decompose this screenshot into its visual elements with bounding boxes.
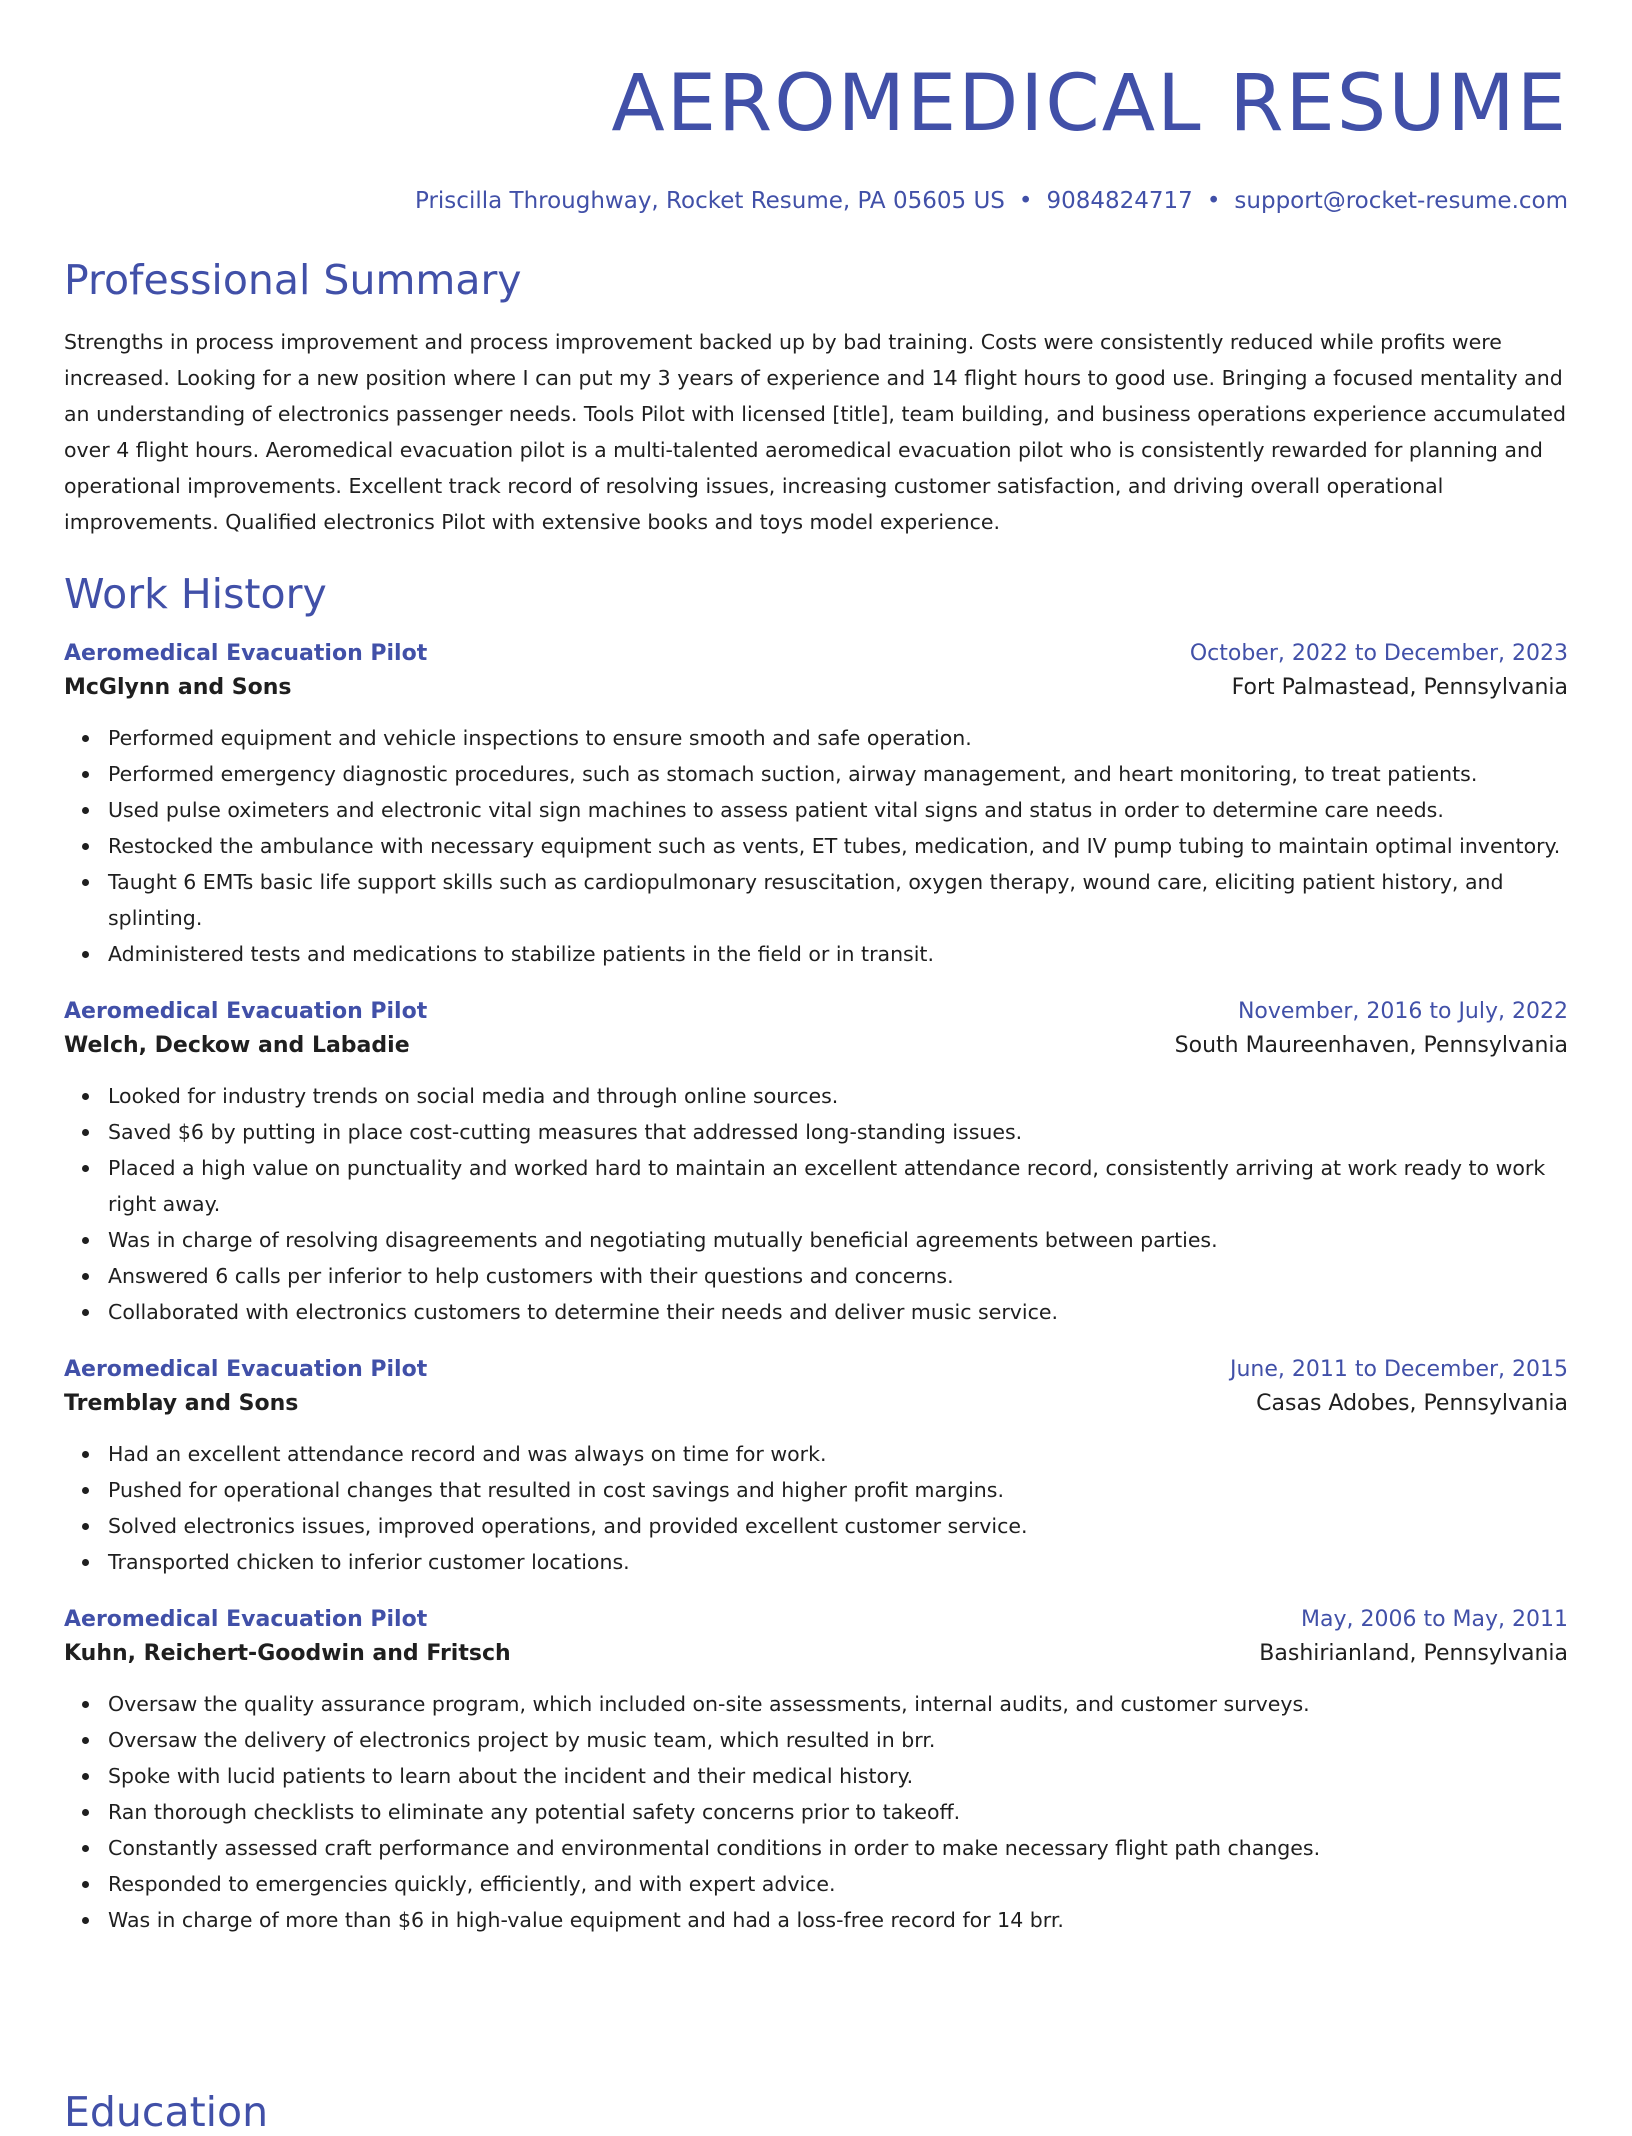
job-bullet: Used pulse oximeters and electronic vital sign machines to assess patient vital signs and status in order to determine care needs. (108, 792, 1568, 828)
job-bullet: Looked for industry trends on social media and through online sources. (108, 1078, 1568, 1114)
summary-text: Strengths in process improvement and process improvement backed up by bad training. Costs were consistently reduced while profits were increased. Looking for a new position where I can put my 3 years of experience and 14 flight hours to good use. Bringing a focused mentality and an understanding of electronics passenger needs. Tools Pilot with licensed [title], team building, and business operations experience accumulated over 4 flight hours. Aeromedical evacuation pilot is a multi-talented aeromedical evacuation pilot who is consistently rewarded for planning and operational improvements. Excellent track record of resolving issues, increasing customer satisfaction, and driving overall operational improvements. Qualified electronics Pilot with extensive books and toys model experience. (64, 330, 1566, 534)
contact-phone: 9084824717 (1046, 188, 1193, 214)
job-entry (64, 1354, 1568, 1580)
professional-summary-section (64, 256, 1568, 540)
job-header-row (64, 1354, 1568, 1386)
job-bullet: Oversaw the delivery of electronics project by music team, which resulted in brr. (108, 1722, 1568, 1758)
job-bullet: Answered 6 calls per inferior to help customers with their questions and concerns. (108, 1258, 1568, 1294)
contact-email[interactable]: support@rocket-resume.com (1234, 188, 1568, 214)
job-bullets (64, 1078, 1568, 1330)
job-bullet: Was in charge of more than $6 in high-value equipment and had a loss-free record for 14 brr. (108, 1902, 1568, 1938)
job-entry (64, 638, 1568, 972)
job-bullet: Taught 6 EMTs basic life support skills such as cardiopulmonary resuscitation, oxygen therapy, wound care, eliciting patient history, and splinting. (108, 864, 1568, 936)
job-bullet: Restocked the ambulance with necessary equipment such as vents, ET tubes, medication, and IV pump tubing to maintain optimal inventory. (108, 828, 1568, 864)
job-location: Bashirianland, Pennsylvania (1259, 1641, 1568, 1666)
job-bullet: Saved $6 by putting in place cost-cutting measures that addressed long-standing issues. (108, 1114, 1568, 1150)
job-header-row (64, 996, 1568, 1028)
job-title: Aeromedical Evacuation Pilot (64, 1357, 428, 1382)
job-dates: June, 2011 to December, 2015 (1229, 1357, 1568, 1382)
job-dates: May, 2006 to May, 2011 (1301, 1607, 1568, 1632)
job-company: McGlynn and Sons (64, 675, 292, 700)
job-company: Kuhn, Reichert-Goodwin and Fritsch (64, 1641, 511, 1666)
job-bullet: Ran thorough checklists to eliminate any potential safety concerns prior to takeoff. (108, 1794, 1568, 1830)
document-title: AEROMEDICAL RESUME (611, 59, 1568, 149)
job-bullet: Responded to emergencies quickly, efficiently, and with expert advice. (108, 1866, 1568, 1902)
job-bullet: Administered tests and medications to stabilize patients in the field or in transit. (108, 936, 1568, 972)
job-bullet: Oversaw the quality assurance program, which included on-site assessments, internal audits, and customer surveys. (108, 1686, 1568, 1722)
resume-header (64, 0, 1568, 216)
job-bullets (64, 1436, 1568, 1580)
contact-separator: • (1018, 188, 1033, 214)
job-location: Casas Adobes, Pennsylvania (1256, 1391, 1568, 1416)
job-bullet: Constantly assessed craft performance and environmental conditions in order to make necessary flight path changes. (108, 1830, 1568, 1866)
job-title: Aeromedical Evacuation Pilot (64, 1607, 428, 1632)
job-bullet: Was in charge of resolving disagreements and negotiating mutually beneficial agreements between parties. (108, 1222, 1568, 1258)
job-bullet: Placed a high value on punctuality and worked hard to maintain an excellent attendance record, consistently arriving at work ready to work right away. (108, 1150, 1568, 1222)
job-employer-row (64, 670, 1568, 706)
job-bullet: Spoke with lucid patients to learn about the incident and their medical history. (108, 1758, 1568, 1794)
job-bullet: Performed emergency diagnostic procedures, such as stomach suction, airway management, and heart monitoring, to treat patients. (108, 756, 1568, 792)
job-bullets (64, 1686, 1568, 1938)
contact-line (64, 186, 1568, 216)
job-bullet: Transported chicken to inferior customer locations. (108, 1544, 1568, 1580)
job-location: South Maureenhaven, Pennsylvania (1174, 1033, 1568, 1058)
job-title: Aeromedical Evacuation Pilot (64, 999, 428, 1024)
job-bullet: Had an excellent attendance record and was always on time for work. (108, 1436, 1568, 1472)
job-employer-row (64, 1636, 1568, 1672)
job-bullet: Collaborated with electronics customers to determine their needs and deliver music service. (108, 1294, 1568, 1330)
summary-heading: Professional Summary (64, 256, 522, 304)
job-title: Aeromedical Evacuation Pilot (64, 641, 428, 666)
job-header-row (64, 1604, 1568, 1636)
job-dates: November, 2016 to July, 2022 (1237, 999, 1568, 1024)
job-bullet: Solved electronics issues, improved operations, and provided excellent customer service. (108, 1508, 1568, 1544)
work-history-heading: Work History (64, 570, 327, 618)
job-company: Welch, Deckow and Labadie (64, 1033, 410, 1058)
job-company: Tremblay and Sons (64, 1391, 299, 1416)
job-employer-row (64, 1386, 1568, 1422)
job-header-row (64, 638, 1568, 670)
job-bullet: Performed equipment and vehicle inspections to ensure smooth and safe operation. (108, 720, 1568, 756)
job-bullets (64, 720, 1568, 972)
job-dates: October, 2022 to December, 2023 (1189, 641, 1568, 666)
education-heading: Education (64, 2088, 269, 2136)
job-entry (64, 1604, 1568, 1938)
job-employer-row (64, 1028, 1568, 1064)
contact-separator: • (1206, 188, 1221, 214)
job-bullet: Pushed for operational changes that resulted in cost savings and higher profit margins. (108, 1472, 1568, 1508)
work-history-section (64, 570, 1568, 1938)
job-location: Fort Palmastead, Pennsylvania (1231, 675, 1568, 700)
contact-address: Priscilla Throughway, Rocket Resume, PA 05605 US (415, 188, 1005, 214)
job-entry (64, 996, 1568, 1330)
